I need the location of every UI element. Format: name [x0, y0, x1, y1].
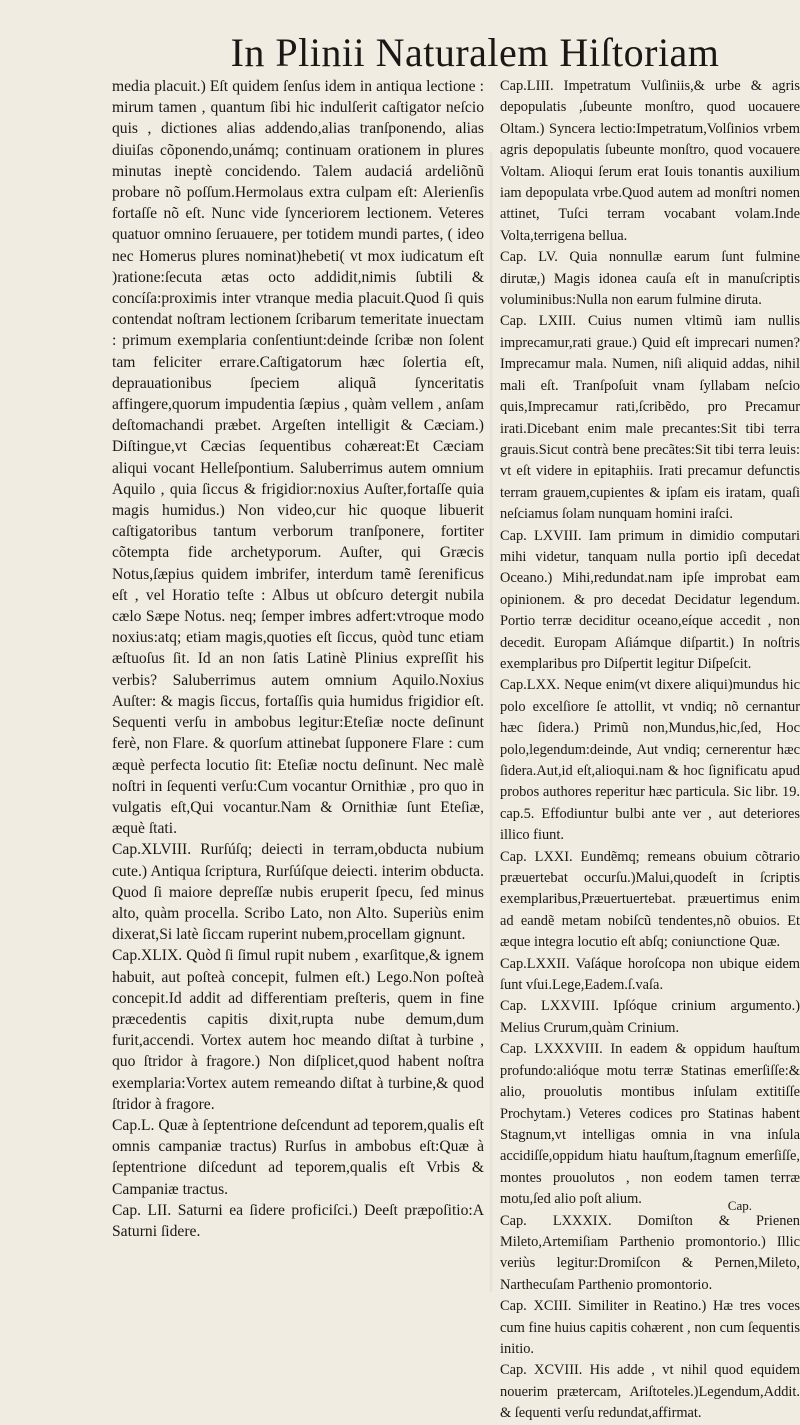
paragraph: Cap.LIII. Impetratum Vulſiniis,& urbe & agris depopulatis ,ſubeunte monſtro, quod uocauere Oltam.) Syncera lectio:Impetratum,Volſinios vrbem agris depopulatis ſubeunte monſtro, quod vocauere Voltam. Alioqui ſerum erat Iouis tonantis auxilium iam depopulata vrbe.Quod autem ad monſtri nomen attinet, Tuſci terram vocabant volam.Inde Volta,terrigena bellua.: [500, 78, 800, 244]
paragraph: Cap. LXXVIII. Ipſóque crinium argumento.) Melius Crurum,quàm Crinium.: [500, 998, 800, 1036]
paragraph: Cap. LXXI. Eundẽmq; remeans obuium cõtrario præuertebat occurſu.)Malui,quodeſt in ſcriptis exemplaribus,Præuertuertebat. præuertimus enim ad eandẽ metam nobiſcũ tendentes,nõ obuios. Et æque integra locutio eſt abſq; coniunctione Quæ.: [500, 848, 800, 951]
catchword: Cap.: [727, 1198, 752, 1213]
paragraph: media placuit.) Eſt quidem ſenſus idem in antiqua lectione : mirum tamen , quantum ſibi hic indulſerit caſtigator neſcio quis , dictiones alias addendo,alias tranſponendo, alias diuiſas cõponendo,unámq; continuam orationem in plures minutas ineptè concidendo. Talem audaciá ardeliõnũ probare nõ poſſum.Hermolaus extra culpam eſt: Alerienſis fortaſſe nõ eſt. Nunc vide ſynceriorem lectionem. Veteres quatuor omnino ſeruauere, per totidem mundi partes, ( ideo nec Homerus plures nominat)hebeti( vt mox iudicatum eſt )ratione:ſecuta ætas octo addidit,nimis ſubtili & concíſa:proximis inter vtranque media placuit.Quod ſi quis contendat noſtram lectionem ſcribarum temeritate inuectam : primum exemplaria conſentiunt:deinde ſcribæ non ſolent tam feliciter errare.Caſtigatorum hæc ſolertia eſt, deprauationibus ſpeciem aliquã ſynceritatis affingere,quorum impudentia ſæpius , quàm vellem , anſam deſtomachandi præbet. Argeſten intelligit & Cæciam.) Diſtingue,vt Cæcias ſequentibus cohæreat:Et Cæciam aliqui vocant Helleſpontium. Saluberrimus autem omnium Aquilo , quia ſiccus & frigidior:noxius Auſter,fortaſſe quia magis humidus.) Non video,cur hic quoque libuerit caſtigatoribus tantum verborum tranſponere, fortiter cõtempta fide archetyporum. Auſter, qui Græcis Notus,ſæpius quidem imbrifer, interdum tamẽ ſerenificus eſt , vel Horatio teſte : Albus ut obſcuro detergit nubila cælo Sæpe Notus. neq; ſemper imbres adfert:vtroque modo noxius:atq; etiam magis,quoties eſt ſiccus, quòd tunc etiam æſtuoſus ſit. Id an non ſatis Latinè Plinius expreſſit his verbis? Saluberrimus autem omnium Aquilo.Noxius Auſter: & magis ſiccus, fortaſſis quia humidus frigidior eſt. Sequenti verſu in ambobus legitur:Eteſiæ nocte deſinunt ferè, non Flare. & quorſum attinebat ſupponere Flare : cum æquè perfecta locutio ſit: Eteſiæ noctu deſinunt. Nec malè noſtri in ſequenti verſu:Cum vocantur Ornithiæ , pro quo in vulgatis eſt,Qui vocantur.Nam & Ornithiæ ſunt Eteſiæ, æquè ſtati.: [112, 78, 484, 838]
paragraph: Cap.LXXII. Vaſáque horoſcopa non ubique eidem ſunt vſui.Lege,Eadem.ſ.vaſa.: [500, 955, 800, 994]
paragraph: Cap. LII. Saturni ea ſidere proficiſci.) Deeſt præpoſitio:A Saturni ſidere.: [112, 1201, 484, 1240]
paragraph: Cap. XCIII. Similiter in Reatino.) Hæ tres voces cum fine huius capitis cohærent , non cum ſequentis initio.: [500, 1298, 800, 1357]
paragraph: Cap.XLIX. Quòd ſi ſimul rupit nubem , exarſitque,& ignem habuit, aut poſteà concepit, fulmen eſt.) Lego.Non poſteà concepit.Id addit ad differentiam preſteris, quem in fine præcedentis capitis dixit,rupta nube demum,dum furit,accendi. Vortex autem hoc meando diſtat à turbine , quo ſtridor à fragore.) Non diſplicet,quod habent noſtra exemplaria:Vortex autem remeando diſtat à turbine,& quod ſtridor à fragore.: [112, 947, 484, 1113]
paragraph: Cap. XCVIII. His adde , vt nihil quod equidem nouerim prætercam, Ariſtoteles.)Legendum,Addit. & ſequenti verſu redundat,affirmat.: [500, 1362, 800, 1422]
paragraph: Cap. LXXXVIII. In eadem & oppidum hauſtum profundo:alióque motu terræ Statinas emerſiſſe:& alio, prouolutis montibus inſulam extitiſſe Prochytam.) Veteres codices pro Statinas habent Stagnum,vt intelligas omnia in vna inſula accidiſſe,oppidum hiatu hauſtum,ſtagnum emerſiſſe, montes prouolutos , non eodem tamen terræ motu,ſed alio poſt alium.: [500, 1041, 800, 1208]
paragraph: Cap. LV. Quia nonnullæ earum ſunt fulmine dirutæ,) Magis idonea cauſa eſt in manuſcriptis voluminibus:Nulla non earum fulmine diruta.: [500, 249, 800, 309]
paragraph: Cap.LXX. Neque enim(vt dixere aliqui)mundus hic polo excelſiore ſe attollit, vt vndiq; nõ cernantur hæc ſidera.) Primũ non,Mundus,hic,ſed, Hoc polo,legendum:deinde, Aut vndiq; cernerentur hæc ſidera.Aut,id eſt,alioqui.nam & hoc ſignificatu apud probos authores reperitur hæc particula. Sic libr. 19. cap.5. Effodiuntur bulbi ante ver , aut deteriores illico fiunt.: [500, 677, 800, 844]
page-title: In Plinii Naturalem Hiſtoriam: [230, 30, 720, 75]
column-gutter: [489, 152, 493, 1292]
paragraph: Cap. LXXXIX. Domiſton & Prienen Mileto,Artemiſiam Parthenio promontorio.) Illic veriùs legitur:Dromiſcon & Pernen,Mileto, Narthecuſam Parthenio promontorio.: [500, 1212, 800, 1293]
paragraph: Cap. LXVIII. Iam primum in dimidio computari mihi videtur, tanquam nulla portio ipſi decedat Oceano.) Mihi,redundat.nam ipſe improbat eam opinionem. & pro decedat Decidatur legendum. Portio terræ deciditur oceano,eíque accedit , non decedit. Europam Aſiámque diſpartit.) In noſtris exemplaribus pro Diſpertit legitur Diſpeſcit.: [500, 527, 800, 672]
paragraph: Cap. LXIII. Cuius numen vltimũ iam nullis imprecamur,rati graue.) Quid eſt imprecari numen? Imprecamur mala. Numen, niſi aliquid addas, nihil mali eſt. Tranſpoſuit vnam ſyllabam neſcio quis,Imprecamur rati,ſcribẽdo, pro Precamur irati.Dicebant enim male precantes:Sit tibi terra grauis.Sicut contrà bene precãtes:Sit tibi terra leuis: vt eſt videre in epitaphiis. Irati precamur defunctis terram grauem,cupientes & ipſam eis iratam, quaſi neſciamus ſolam nunquam homini iraſci.: [500, 313, 800, 523]
paragraph: Cap.L. Quæ à ſeptentrione deſcendunt ad teporem,qualis eſt omnis campaniæ tractus) Rurſus in ambobus eſt:Quæ à ſeptentrione diſcedunt ad teporem,qualis eſt Vrbis & Campaniæ tractus.: [112, 1116, 484, 1198]
left-column: [112, 76, 484, 1242]
paragraph: Cap.XLVIII. Rurſúſq; deiecti in terram,obducta nubium cute.) Antiqua ſcriptura, Rurſúſque deiecti. interim obducta. Quod ſi maiore depreſſæ nubis eruperit ſpecu, ſed minus alto, quàm procella. Scribo Lato, non Alto. Superiùs enim dixerat,Si latè ſiccam ruperint nubem,procellam gignunt.: [112, 841, 484, 944]
right-column: [500, 76, 800, 1425]
